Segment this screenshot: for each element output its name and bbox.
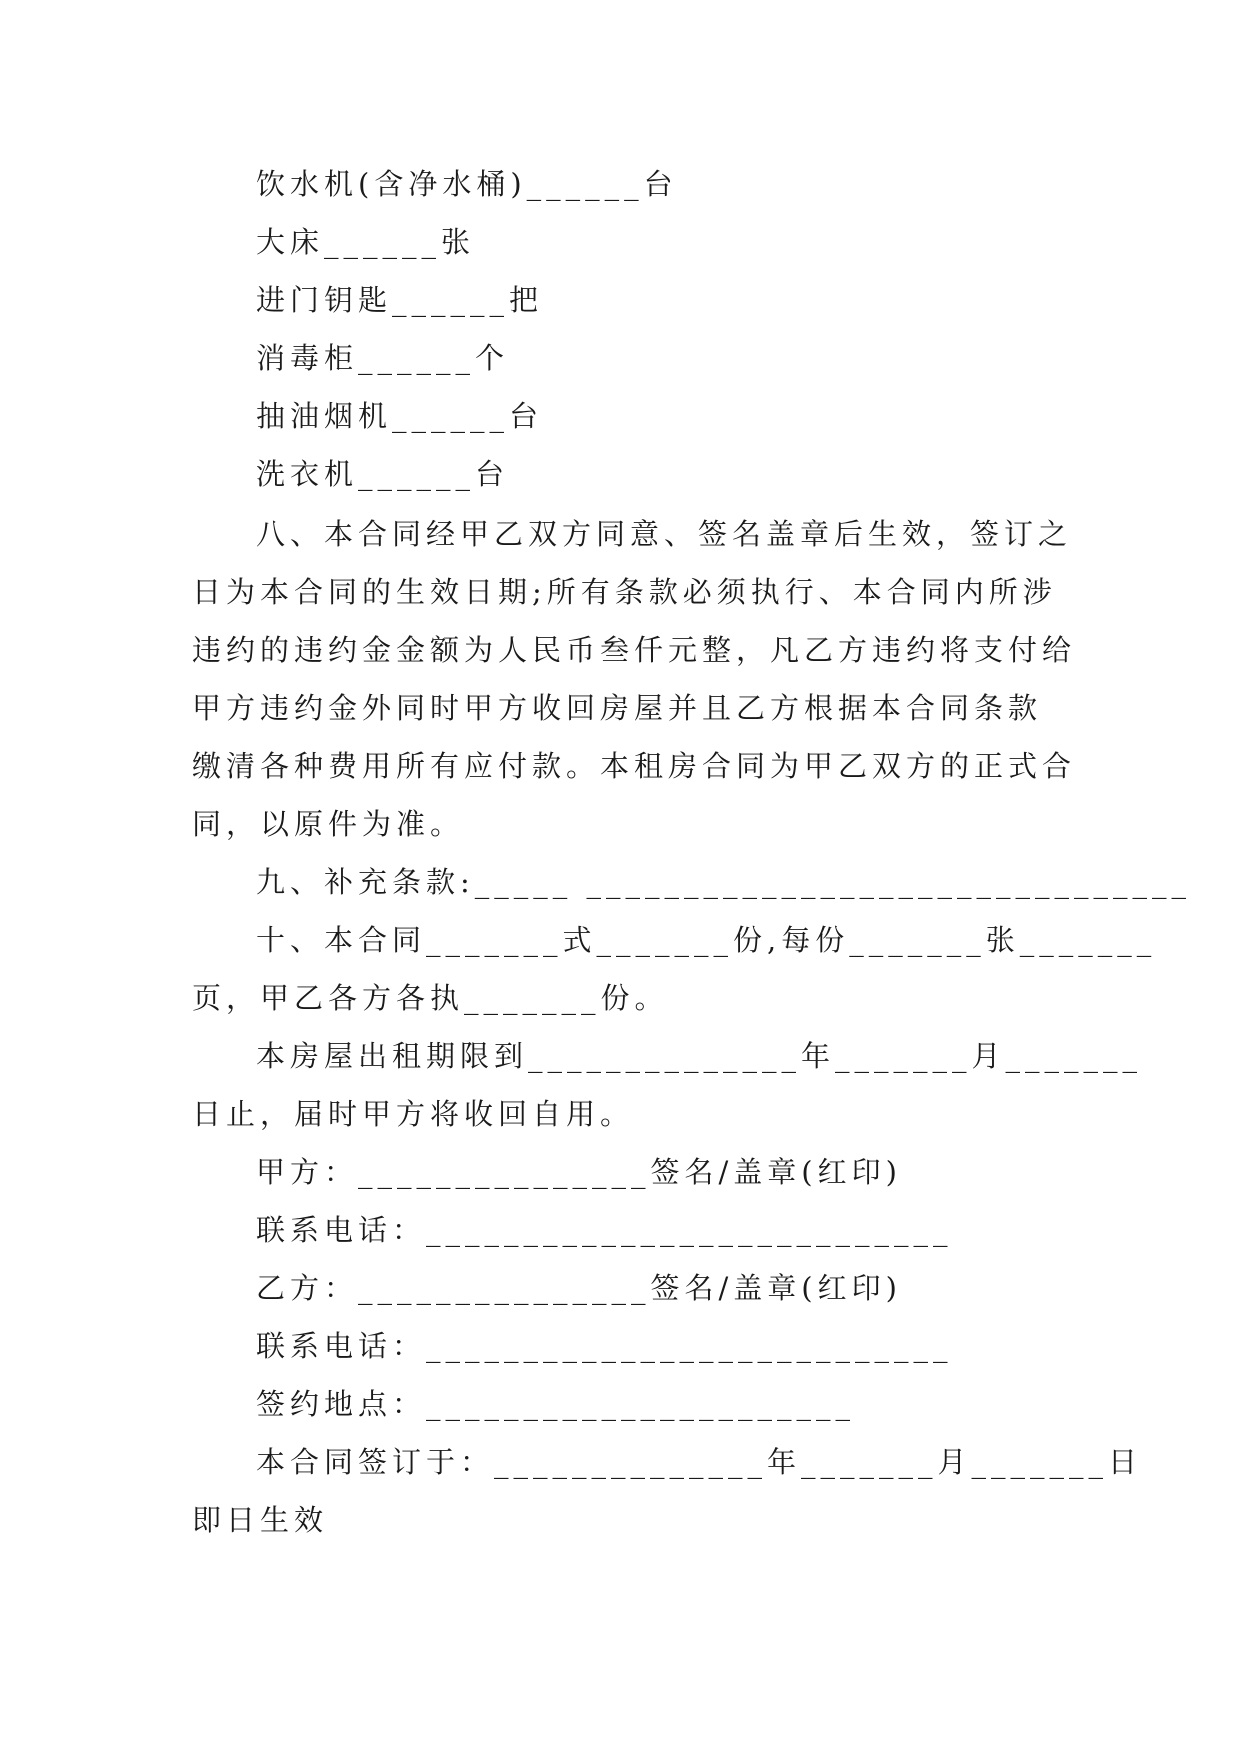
signing-location: 签约地点：______________________ <box>256 1387 856 1421</box>
party-b-signature: 乙方：_______________签名/盖章(红印) <box>256 1271 902 1305</box>
signing-date: 本合同签订于：______________年_______月_______日 <box>256 1445 1143 1479</box>
item-sterilizer-cabinet: 消毒柜______个 <box>256 341 510 375</box>
clause-9-supplementary: 九、补充条款:_____ _______________________________ <box>256 865 1191 899</box>
clause-8-line-6: 同，以原件为准。 <box>192 807 465 841</box>
item-bed: 大床______张 <box>256 225 476 259</box>
item-range-hood: 抽油烟机______台 <box>256 399 544 433</box>
clause-8-line-2: 日为本合同的生效日期;所有条款必须执行、本合同内所涉 <box>192 575 1057 609</box>
clause-8-line-4: 甲方违约金外同时甲方收回房屋并且乙方根据本合同条款 <box>192 691 1043 725</box>
party-b-phone: 联系电话：___________________________ <box>256 1329 953 1363</box>
item-water-dispenser: 饮水机(含净水桶)______台 <box>256 167 678 201</box>
item-washing-machine: 洗衣机______台 <box>256 457 510 491</box>
lease-term-line-1: 本房屋出租期限到______________年_______月_______ <box>256 1039 1143 1073</box>
lease-term-line-2: 日止，届时甲方将收回自用。 <box>192 1097 635 1131</box>
item-door-keys: 进门钥匙______把 <box>256 283 544 317</box>
effective-immediately: 即日生效 <box>192 1503 329 1537</box>
clause-8-line-3: 违约的违约金金额为人民币叁仟元整，凡乙方违约将支付给 <box>192 633 1077 667</box>
clause-10-line-2: 页，甲乙各方各执_______份。 <box>192 981 669 1015</box>
clause-8-line-1: 八、本合同经甲乙双方同意、签名盖章后生效，签订之 <box>256 517 1073 551</box>
clause-8-line-5: 缴清各种费用所有应付款。本租房合同为甲乙双方的正式合 <box>192 749 1077 783</box>
party-a-phone: 联系电话：___________________________ <box>256 1213 953 1247</box>
clause-10-line-1: 十、本合同_______式_______份,每份_______张_______ <box>256 923 1157 957</box>
party-a-signature: 甲方：_______________签名/盖章(红印) <box>256 1155 902 1189</box>
